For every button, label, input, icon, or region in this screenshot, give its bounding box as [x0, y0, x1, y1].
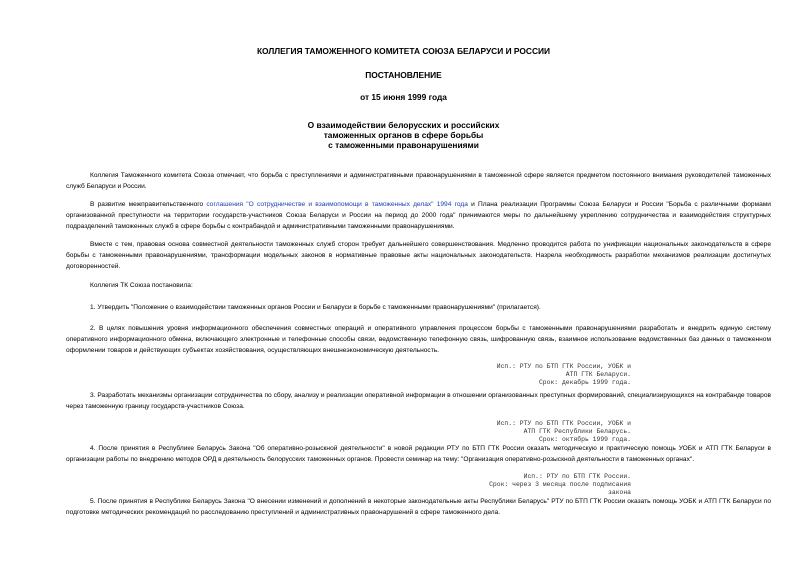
paragraph-resolution-intro: Коллегия ТК Союза постановила: — [90, 282, 193, 289]
paragraph-intro: Коллегия Таможенного комитета Союза отмечает, что борьба с преступлениями и административными правонарушениями в таможенной сфере является предметом постоянного внимания руководителей таможенных служб Беларуси и России. — [66, 172, 771, 190]
issuing-organization: КОЛЛЕГИЯ ТАМОЖЕННОГО КОМИТЕТА СОЮЗА БЕЛАРУСИ И РОССИИ — [256, 46, 551, 56]
executor-note-1: Исп.: РТУ по БТП ГТК России, УОБК и АТП ГТК Беларуси. Срок: декабрь 1999 года. — [496, 363, 631, 386]
agreement-link[interactable]: соглашения "О сотрудничестве и взаимопомощи в таможенных делах" 1994 года — [206, 201, 468, 208]
item-4: 4. После принятия в Республике Беларусь Закона "Об оперативно-розыскной деятельности" в новой редакции РТУ по БТП ГТК России оказать методическую и практическую помощь УОБК и АТП ГТК Беларуси в организации работы по внедрению методов ОРД в деятельность белорусских таможенных органов. Провести семинар на тему: "Организация оперативно-розыскной деятельности в таможенных органах". — [66, 445, 771, 463]
item-2: 2. В целях повышения уровня информационного обеспечения совместных операций и оперативного управления процессом борьбы с таможенными правонарушениями разработать и внедрить единую систему оперативного информационного обмена, включающего электронные и телефонные способы связи, ведомственную телефонную связь, шифрованную связь, взаимное использование ведомственных баз данных о таможенном оформлении товаров и действующих субъектах хозяйствования, осуществляющих внешнеэкономическую деятельность. — [66, 325, 771, 354]
executor-note-3: Исп.: РТУ по БТП ГТК России. Срок: через 3 месяца после подписания закона — [489, 473, 631, 496]
document-type: ПОСТАНОВЛЕНИЕ — [365, 70, 442, 80]
paragraph-legal-basis-rest: и Плана реализации Программы Союза Беларуси и России "Борьба с различными формами организованной преступности на территории государств-участников Союза Беларуси и России на период до 2000 года" принимаются меры по дальнейшему укреплению сотрудничества и взаимодействия структурных подразделений таможенных служб в сфере борьбы с контрабандой и административными таможенными правонарушениями. — [66, 201, 771, 230]
document-title-line-1: О взаимодействии белорусских и российских — [307, 120, 500, 130]
paragraph-problems: Вместе с тем, правовая основа совместной деятельности таможенных служб сторон требует дальнейшего совершенствования. Медленно проводится работа по унификации национальных законодательств в сфере борьбы с таможенными правонарушениями, трансформации модельных законов в нормативные правовые акты национальных законодательств. Назрела необходимость разработки механизмов реализации достигнутых договоренностей. — [66, 241, 771, 270]
document-title-line-2: таможенных органов в сфере борьбы — [323, 130, 484, 140]
item-1: 1. Утвердить "Положение о взаимодействии таможенных органов России и Беларуси в борьбе с таможенными правонарушениями" (прилагается). — [90, 304, 541, 311]
item-5: 5. После принятия в Республике Беларусь Закона "О внесении изменений и дополнений в некоторые законодательные акты Республики Беларусь" РТУ по БТП ГТК России оказать помощь УОБК и АТП ГТК Беларуси по подготовке методических рекомендаций по расследованию преступлений и административных правонарушений в сфере таможенного дела. — [66, 498, 771, 516]
document-date: от 15 июня 1999 года — [360, 92, 447, 102]
paragraph-legal-basis — [66, 199, 771, 232]
document-title-line-3: с таможенными правонарушениями — [328, 140, 479, 150]
paragraph-legal-basis-text: В развитие межправительственного — [90, 201, 207, 208]
executor-note-2: Исп.: РТУ по БТП ГТК России, УОБК и АТП ГТК Республики Беларусь. Срок: октябрь 1999 года. — [496, 420, 631, 443]
item-3: 3. Разработать механизмы организации сотрудничества по сбору, анализу и реализации оперативной информации в отношении организованных преступных формирований, специализирующихся на контрабанде товаров через таможенную границу государств-участников Союза. — [66, 392, 771, 410]
